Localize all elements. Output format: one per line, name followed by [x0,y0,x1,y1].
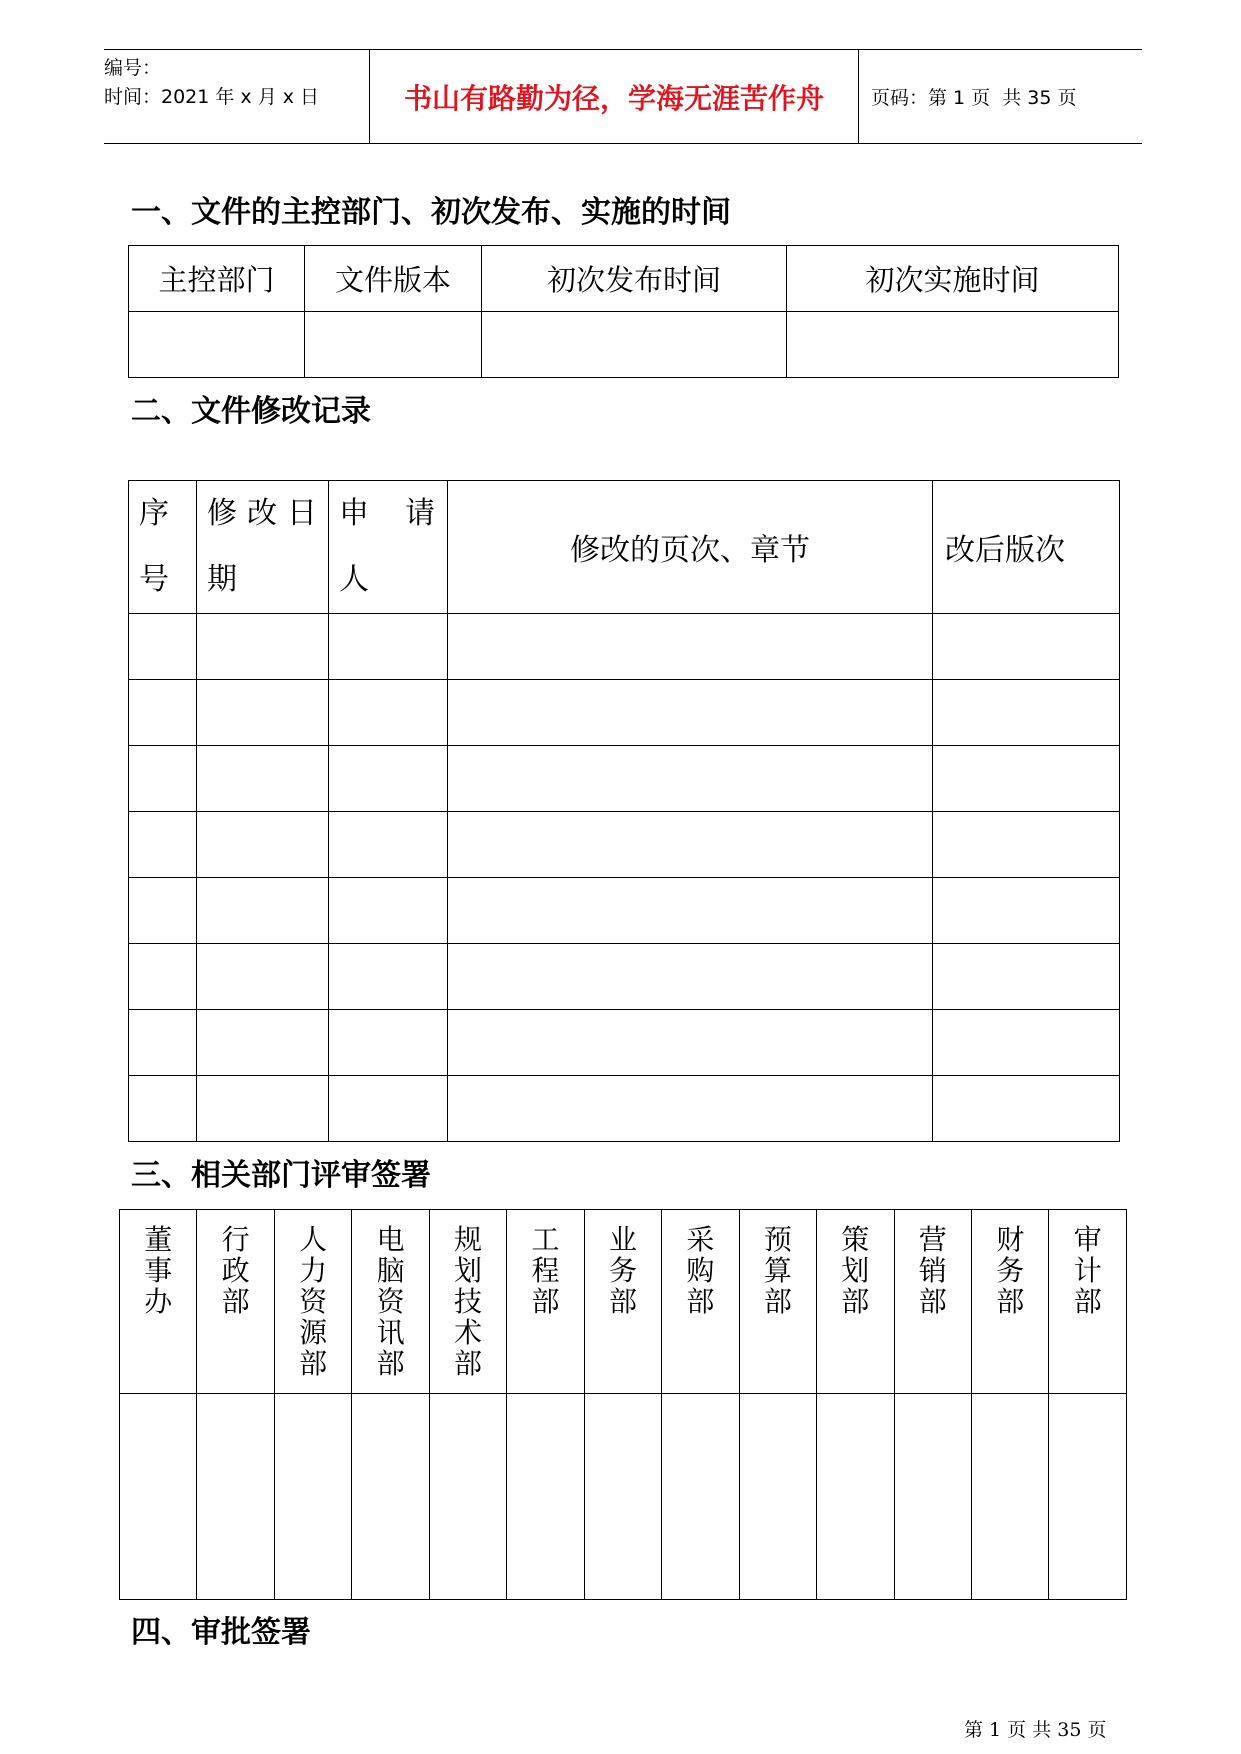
cell-seq[interactable] [129,680,197,746]
col-header-new-version: 改后版次 [933,481,1120,614]
dept-signature-cell[interactable] [120,1394,197,1600]
cell-applicant[interactable] [329,878,448,944]
cell-new-version[interactable] [933,746,1120,812]
page-header [104,49,1142,144]
cell-new-version[interactable] [933,1010,1120,1076]
release-info-table [128,245,1119,378]
dept-header-cell [429,1210,506,1394]
col-header-applicant-line1 [339,481,447,547]
cell-applicant[interactable] [329,1076,448,1142]
cell-seq[interactable] [129,944,197,1010]
header-page-info [859,50,1142,143]
dept-header-cell [197,1210,274,1394]
dept-name: 营 销 部 [918,1223,947,1318]
cell-date[interactable] [197,1076,329,1142]
dept-signature-cell[interactable] [584,1394,661,1600]
dept-name: 工 程 部 [531,1223,560,1318]
cell-date[interactable] [197,944,329,1010]
dept-header-cell [817,1210,894,1394]
cell-new-version[interactable] [933,614,1120,680]
dept-signature-cell[interactable] [429,1394,506,1600]
dept-signature-cell[interactable] [971,1394,1048,1600]
header-page-text: 页码：第 1 页 共 35 页 [871,87,1077,109]
cell-pages[interactable] [448,812,933,878]
dept-signature-cell[interactable] [274,1394,351,1600]
col-header-version: 文件版本 [305,246,482,312]
cell-pages[interactable] [448,1076,933,1142]
dept-name: 财 务 部 [996,1223,1025,1318]
dept-name: 审 计 部 [1073,1223,1102,1318]
header-meta [104,50,369,143]
section3-title: 三、相关部门评审签署 [131,1158,431,1193]
dept-header-cell [274,1210,351,1394]
dept-name: 电 脑 资 讯 部 [376,1223,405,1380]
col-header-seq-line1: 序 [139,496,169,531]
cell-seq[interactable] [129,1076,197,1142]
dept-signature-cell[interactable] [507,1394,584,1600]
col-header-date-line1: 修改日 [207,496,327,531]
cell-date[interactable] [197,878,329,944]
col-header-applicant-line2: 人 [339,562,369,597]
cell-new-version[interactable] [933,944,1120,1010]
cell-date[interactable] [197,614,329,680]
dept-signature-cell[interactable] [662,1394,739,1600]
dept-header-cell [120,1210,197,1394]
cell-new-version[interactable] [933,680,1120,746]
dept-signature-cell[interactable] [817,1394,894,1600]
doc-time-label: 时间：2021 年 x 月 x 日 [104,86,320,108]
cell-new-version[interactable] [933,1076,1120,1142]
cell-applicant[interactable] [329,944,448,1010]
dept-name: 业 务 部 [608,1223,637,1318]
page-footer: 第 1 页 共 35 页 [964,1719,1107,1741]
dept-signature-cell[interactable] [1049,1394,1127,1600]
cell-date[interactable] [197,1010,329,1076]
section4-title: 四、审批签署 [131,1615,311,1650]
section1-title: 一、文件的主控部门、初次发布、实施的时间 [131,195,731,230]
cell-applicant[interactable] [329,614,448,680]
dept-header-cell [894,1210,971,1394]
cell-seq[interactable] [129,812,197,878]
table-row [129,878,1120,944]
cell-applicant[interactable] [329,1010,448,1076]
cell-pages[interactable] [448,944,933,1010]
cell-applicant[interactable] [329,812,448,878]
col-header-dept: 主控部门 [129,246,305,312]
table-row [129,312,1119,378]
dept-header-cell [1049,1210,1127,1394]
doc-number-label: 编号： [104,57,162,79]
dept-name: 人 力 资 源 部 [299,1223,328,1380]
cell-first-implement[interactable] [787,312,1119,378]
col-header-date [197,481,329,614]
cell-seq[interactable] [129,878,197,944]
cell-date[interactable] [197,680,329,746]
col-header-seq-line2: 号 [139,562,169,597]
cell-pages[interactable] [448,746,933,812]
cell-seq[interactable] [129,614,197,680]
dept-name: 策 划 部 [841,1223,870,1318]
table-row [129,746,1120,812]
table-row [129,944,1120,1010]
cell-date[interactable] [197,746,329,812]
dept-header-cell [584,1210,661,1394]
dept-header-cell [662,1210,739,1394]
table-row [129,1010,1120,1076]
dept-header-cell [739,1210,816,1394]
cell-seq[interactable] [129,746,197,812]
col-header-applicant-char2: 请 [405,496,435,531]
cell-applicant[interactable] [329,746,448,812]
dept-name: 规 划 技 术 部 [454,1223,483,1380]
dept-signature-cell[interactable] [894,1394,971,1600]
col-header-applicant-char1: 申 [339,496,369,531]
table-row [129,812,1120,878]
table-row [129,614,1120,680]
dept-signature-cell[interactable] [197,1394,274,1600]
revision-record-table [128,480,1120,1142]
header-motto: 书山有路勤为径，学海无涯苦作舟 [369,50,859,143]
cell-applicant[interactable] [329,680,448,746]
dept-name: 行 政 部 [221,1223,250,1318]
table-row [129,1076,1120,1142]
cell-first-release[interactable] [482,312,787,378]
cell-new-version[interactable] [933,878,1120,944]
dept-signature-cell[interactable] [352,1394,429,1600]
cell-dept[interactable] [129,312,305,378]
col-header-date-line2: 期 [207,562,237,597]
dept-review-table [119,1209,1127,1600]
col-header-first-release: 初次发布时间 [482,246,787,312]
dept-header-cell [507,1210,584,1394]
col-header-first-implement: 初次实施时间 [787,246,1119,312]
cell-seq[interactable] [129,1010,197,1076]
col-header-pages: 修改的页次、章节 [448,481,933,614]
section2-title: 二、文件修改记录 [131,394,371,429]
cell-version[interactable] [305,312,482,378]
dept-name: 采 购 部 [686,1223,715,1318]
cell-date[interactable] [197,812,329,878]
cell-pages[interactable] [448,878,933,944]
cell-pages[interactable] [448,1010,933,1076]
cell-pages[interactable] [448,614,933,680]
dept-name: 董 事 办 [144,1223,173,1318]
dept-header-cell [352,1210,429,1394]
cell-new-version[interactable] [933,812,1120,878]
dept-name: 预 算 部 [763,1223,792,1318]
col-header-applicant [329,481,448,614]
dept-header-cell [971,1210,1048,1394]
dept-signature-cell[interactable] [739,1394,816,1600]
col-header-seq [129,481,197,614]
table-row [129,680,1120,746]
cell-pages[interactable] [448,680,933,746]
